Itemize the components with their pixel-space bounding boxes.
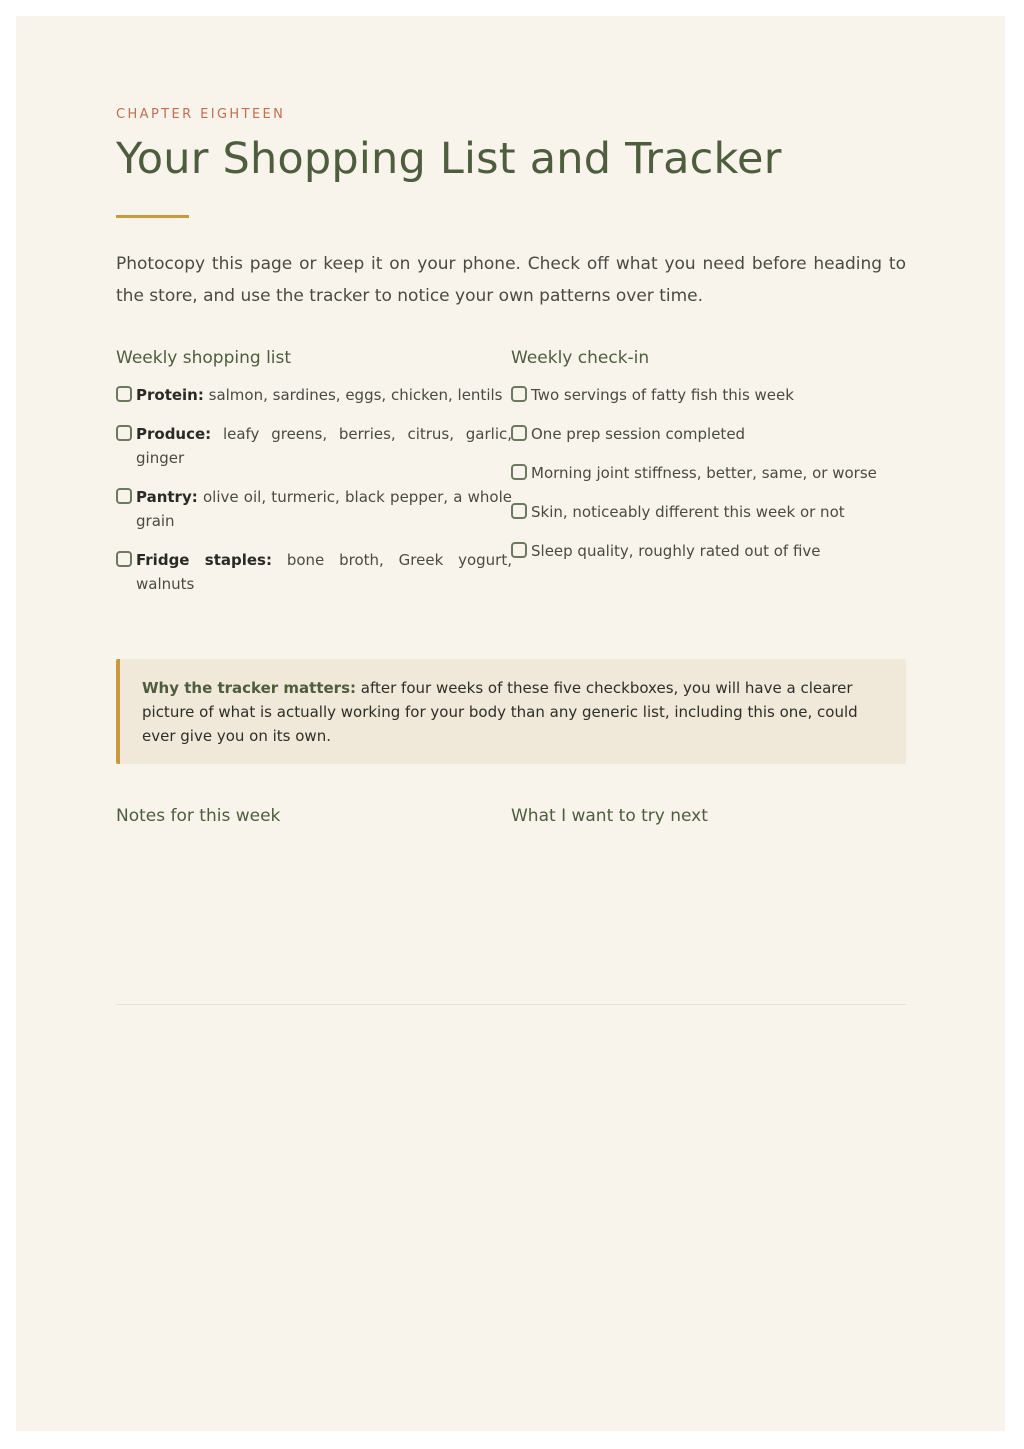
item-label: Produce: [136, 425, 212, 443]
title-divider [116, 215, 189, 218]
item-label: Pantry: [136, 488, 198, 506]
intro-paragraph: Photocopy this page or keep it on your phone. Check off what you need before heading to the store, and use the tracker to notice your own patterns over time. [116, 254, 906, 306]
item-text: Skin, noticeably different this week or not [531, 503, 845, 521]
checkin-item-joint-stiffness [511, 461, 907, 485]
checkbox[interactable] [511, 425, 527, 441]
item-text: olive oil, turmeric, black pepper, a whole grain [136, 488, 512, 530]
weekly-checkin-heading: Weekly check-in [511, 348, 650, 368]
checkin-item-skin [511, 500, 907, 524]
checkbox[interactable] [116, 386, 132, 402]
page [16, 16, 1005, 1431]
shopping-list-section [116, 346, 512, 611]
item-label: Protein: [136, 386, 204, 404]
checkbox[interactable] [511, 464, 527, 480]
page-title: Your Shopping List and Tracker [116, 134, 782, 184]
shopping-item-fridge-staples [116, 548, 512, 596]
checkbox[interactable] [116, 551, 132, 567]
tracker-callout [116, 659, 906, 764]
notes-heading: Notes for this week [116, 806, 281, 826]
checkbox[interactable] [511, 386, 527, 402]
item-text: leafy greens, berries, citrus, garlic, ginger [136, 425, 512, 467]
item-text: Morning joint stiffness, better, same, or worse [531, 464, 877, 482]
checkin-item-prep-session [511, 422, 907, 446]
try-next-heading: What I want to try next [511, 806, 708, 826]
item-text: Two servings of fatty fish this week [531, 386, 794, 404]
checkbox[interactable] [116, 425, 132, 441]
checkin-item-fatty-fish [511, 383, 907, 407]
shopping-list-heading: Weekly shopping list [116, 348, 292, 368]
notes-section [116, 804, 512, 828]
shopping-item-pantry [116, 485, 512, 533]
item-text: bone broth, Greek yogurt, walnuts [136, 551, 512, 593]
shopping-item-produce [116, 422, 512, 470]
item-text: salmon, sardines, eggs, chicken, lentils [203, 386, 503, 404]
item-label: Fridge staples: [136, 551, 272, 569]
checkbox[interactable] [116, 488, 132, 504]
notes-writing-line[interactable] [116, 1004, 906, 1005]
weekly-checkin-section [511, 346, 907, 578]
checkbox[interactable] [511, 503, 527, 519]
chapter-label: CHAPTER EIGHTEEN [116, 107, 286, 122]
callout-label: Why the tracker matters: [142, 679, 357, 697]
checkin-item-sleep-quality [511, 539, 907, 563]
shopping-item-protein [116, 383, 512, 407]
item-text: Sleep quality, roughly rated out of five [531, 542, 821, 560]
callout-text: after four weeks of these five checkboxes, you will have a clearer picture of what is actually working for your body than any generic list, including this one, could ever give you on its own. [142, 679, 858, 745]
try-next-section [511, 804, 907, 828]
item-text: One prep session completed [531, 425, 746, 443]
checkbox[interactable] [511, 542, 527, 558]
